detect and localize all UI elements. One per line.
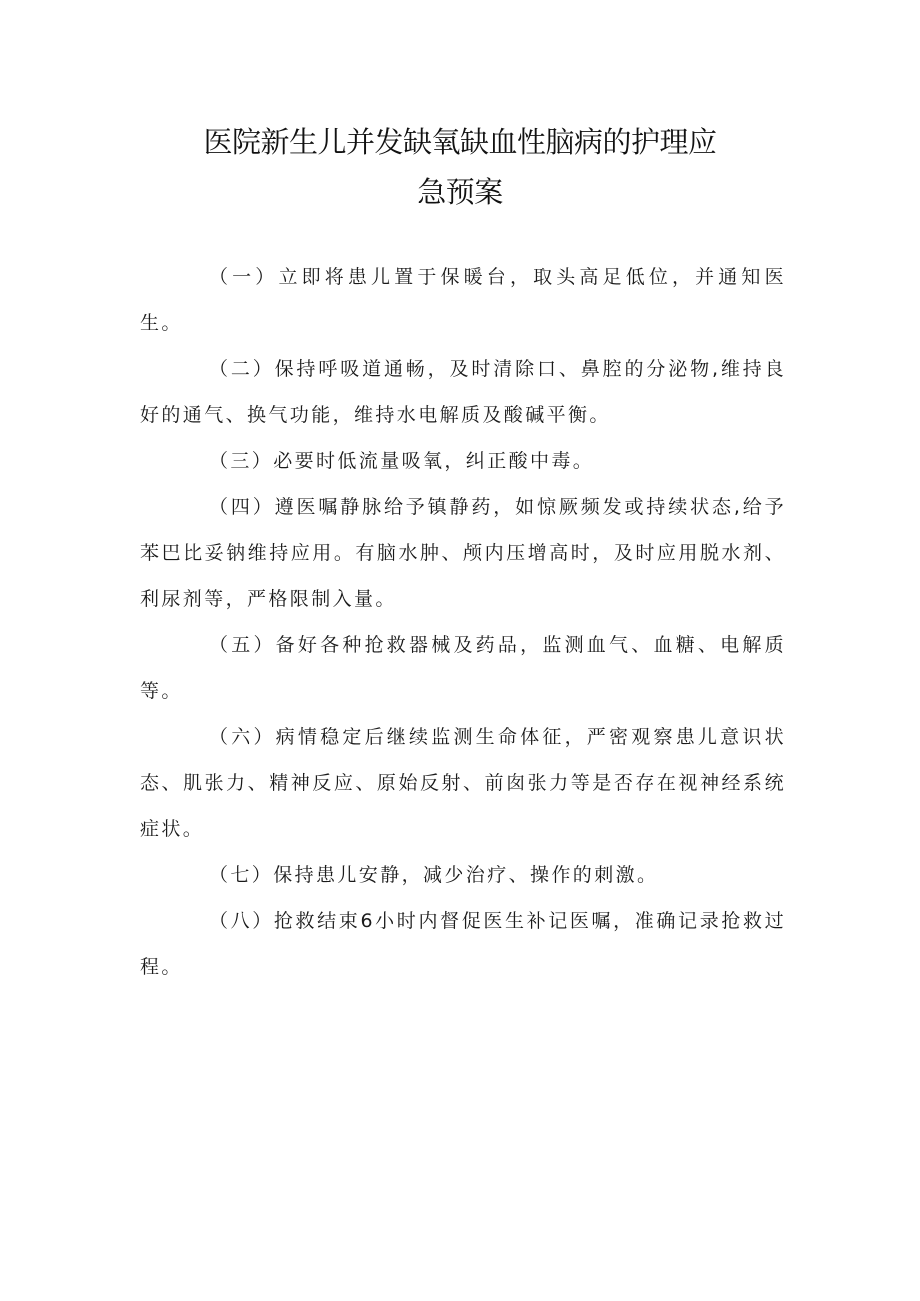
document-body (140, 254, 786, 990)
document-title-line-2: 急预案 (417, 175, 503, 209)
paragraph-5: （五）备好各种抢救器械及药品，监测血气、血糖、电解质等。 (140, 634, 786, 702)
document-title-line-1: 医院新生儿并发缺氧缺血性脑病的护理应 (203, 125, 717, 159)
paragraph-4: （四）遵医嘱静脉给予镇静药，如惊厥频发或持续状态,给予苯巴比妥钠维持应用。有脑水肿、颅内压增高时，及时应用脱水剂、利尿剂等，严格限制入量。 (140, 496, 786, 610)
paragraph-7: （七）保持患儿安静，减少治疗、操作的刺激。 (209, 864, 659, 886)
paragraph-3: （三）必要时低流量吸氧，纠正酸中毒。 (209, 450, 595, 472)
paragraph-8: （八）抢救结束6小时内督促医生补记医嘱，准确记录抢救过程。 (140, 910, 786, 978)
paragraph-2: （二）保持呼吸道通畅，及时清除口、鼻腔的分泌物,维持良好的通气、换气功能，维持水电解质及酸碱平衡。 (140, 358, 786, 426)
paragraph-6: （六）病情稳定后继续监测生命体征，严密观察患儿意识状态、肌张力、精神反应、原始反射、前囱张力等是否存在视神经系统症状。 (140, 726, 786, 840)
paragraph-1: （一）立即将患儿置于保暖台，取头高足低位，并通知医生。 (140, 266, 786, 334)
